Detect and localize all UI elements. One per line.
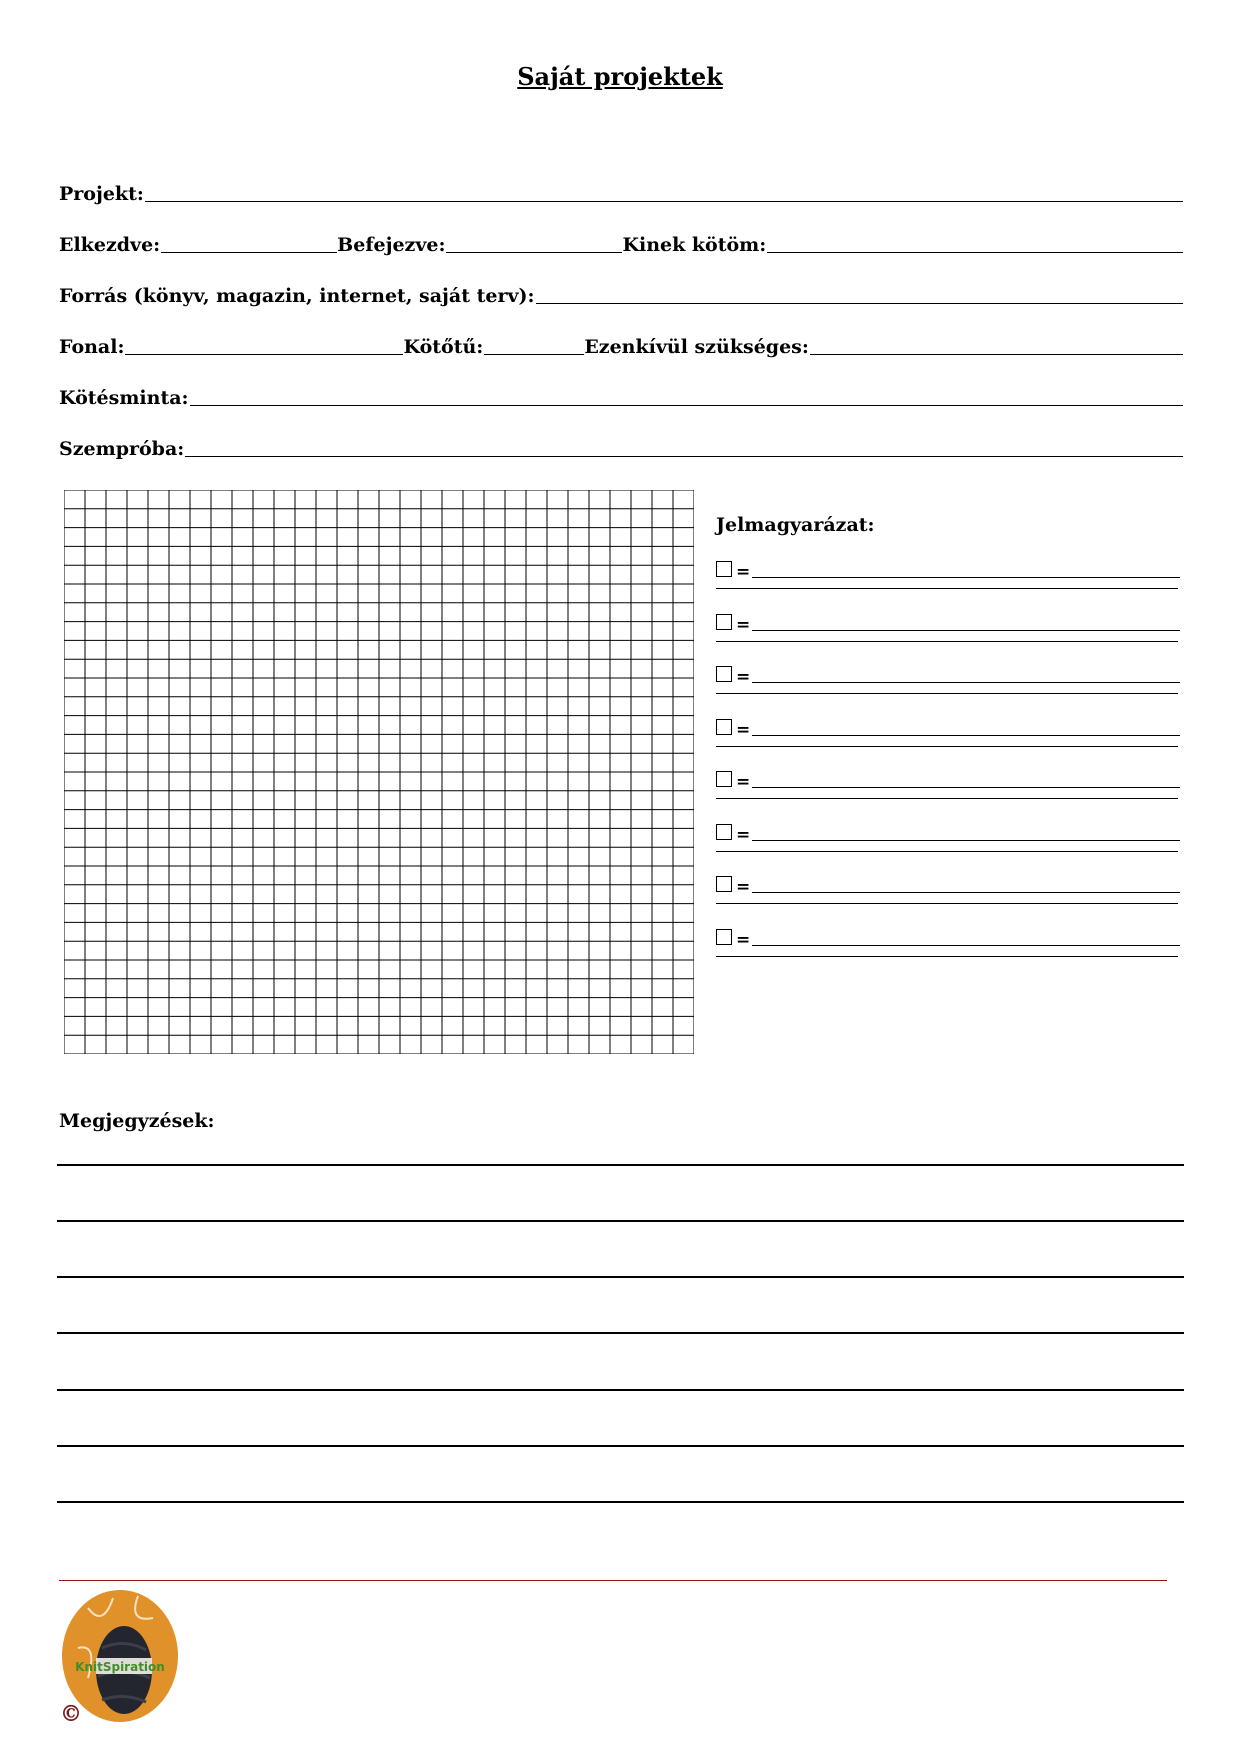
legend-blank[interactable]	[752, 892, 1180, 893]
checkbox-icon[interactable]	[716, 824, 732, 840]
legend-item	[716, 908, 1180, 961]
label-kototu: Kötőtű:	[403, 336, 484, 358]
legend-line-1	[716, 716, 1180, 740]
legend-blank[interactable]	[752, 577, 1180, 578]
field-kinek[interactable]	[767, 252, 1183, 253]
legend-line-1	[716, 663, 1180, 687]
checkbox-icon[interactable]	[716, 614, 732, 630]
legend-item	[716, 645, 1180, 698]
equals-sign: =	[736, 772, 751, 792]
equals-sign: =	[736, 877, 751, 897]
legend-item	[716, 698, 1180, 751]
note-line[interactable]	[57, 1220, 1184, 1222]
note-line[interactable]	[57, 1501, 1184, 1503]
legend-line-1	[716, 926, 1180, 950]
legend-blank[interactable]	[752, 840, 1180, 841]
legend-line-1	[716, 611, 1180, 635]
logo-text: KnitSpiration	[75, 1660, 165, 1674]
legend-blank[interactable]	[752, 630, 1180, 631]
field-befejezve[interactable]	[446, 252, 622, 253]
field-ezenkivul[interactable]	[810, 354, 1183, 355]
legend-blank[interactable]	[752, 787, 1180, 788]
checkbox-icon[interactable]	[716, 929, 732, 945]
checkbox-icon[interactable]	[716, 876, 732, 892]
label-befejezve: Befejezve:	[337, 234, 446, 256]
legend-blank-continuation[interactable]	[716, 903, 1178, 904]
label-projekt: Projekt:	[59, 183, 144, 205]
legend-line-1	[716, 768, 1180, 792]
equals-sign: =	[736, 614, 751, 635]
page-title: Saját projektek	[517, 62, 723, 91]
label-elkezdve: Elkezdve:	[59, 234, 161, 256]
field-fonal[interactable]	[125, 354, 403, 355]
legend-item	[716, 803, 1180, 856]
label-ezenkivul: Ezenkívül szükséges:	[584, 336, 809, 358]
row-dates	[59, 227, 1183, 257]
legend-line-1	[716, 558, 1180, 582]
legend-blank-continuation[interactable]	[716, 798, 1178, 799]
label-kotesminta: Kötésminta:	[59, 387, 189, 409]
field-kotesminta[interactable]	[190, 405, 1183, 406]
legend-blank-continuation[interactable]	[716, 746, 1178, 747]
legend-line-1	[716, 873, 1180, 897]
note-line[interactable]	[57, 1389, 1184, 1391]
field-forras[interactable]	[536, 303, 1183, 304]
label-fonal: Fonal:	[59, 336, 125, 358]
row-forras	[59, 278, 1183, 308]
label-kinek: Kinek kötöm:	[622, 234, 767, 256]
checkbox-icon[interactable]	[716, 719, 732, 735]
equals-sign: =	[736, 824, 751, 845]
legend-blank-continuation[interactable]	[716, 956, 1178, 957]
equals-sign: =	[736, 562, 751, 582]
copyright-icon: ©	[60, 1701, 82, 1727]
field-projekt[interactable]	[145, 201, 1183, 202]
legend-list	[716, 540, 1180, 960]
label-forras: Forrás (könyv, magazin, internet, saját terv):	[59, 285, 535, 307]
note-line[interactable]	[57, 1332, 1184, 1334]
legend-line-1	[716, 821, 1180, 845]
legend-title: Jelmagyarázat:	[716, 514, 875, 536]
field-kototu[interactable]	[484, 354, 584, 355]
legend-blank-continuation[interactable]	[716, 851, 1178, 852]
legend-blank-continuation[interactable]	[716, 641, 1178, 642]
legend-blank-continuation[interactable]	[716, 693, 1178, 694]
legend	[716, 510, 1180, 960]
legend-item	[716, 540, 1180, 593]
checkbox-icon[interactable]	[716, 561, 732, 577]
note-line[interactable]	[57, 1276, 1184, 1278]
equals-sign: =	[736, 929, 751, 950]
footer-divider	[59, 1580, 1167, 1581]
legend-item	[716, 593, 1180, 646]
legend-item	[716, 855, 1180, 908]
legend-blank[interactable]	[752, 682, 1180, 683]
legend-blank-continuation[interactable]	[716, 588, 1178, 589]
equals-sign: =	[736, 667, 751, 687]
row-projekt	[59, 176, 1183, 206]
legend-item	[716, 750, 1180, 803]
field-elkezdve[interactable]	[161, 252, 337, 253]
checkbox-icon[interactable]	[716, 771, 732, 787]
note-line[interactable]	[57, 1164, 1184, 1166]
row-szemproba	[59, 431, 1183, 461]
row-materials	[59, 329, 1183, 359]
checkbox-icon[interactable]	[716, 666, 732, 682]
legend-blank[interactable]	[752, 945, 1180, 946]
knitting-chart-grid[interactable]	[64, 490, 694, 1054]
notes-title: Megjegyzések:	[59, 1110, 215, 1132]
field-szemproba[interactable]	[185, 456, 1183, 457]
row-kotesminta	[59, 380, 1183, 410]
note-line[interactable]	[57, 1445, 1184, 1447]
label-szemproba: Szempróba:	[59, 438, 185, 460]
legend-blank[interactable]	[752, 735, 1180, 736]
equals-sign: =	[736, 719, 751, 740]
